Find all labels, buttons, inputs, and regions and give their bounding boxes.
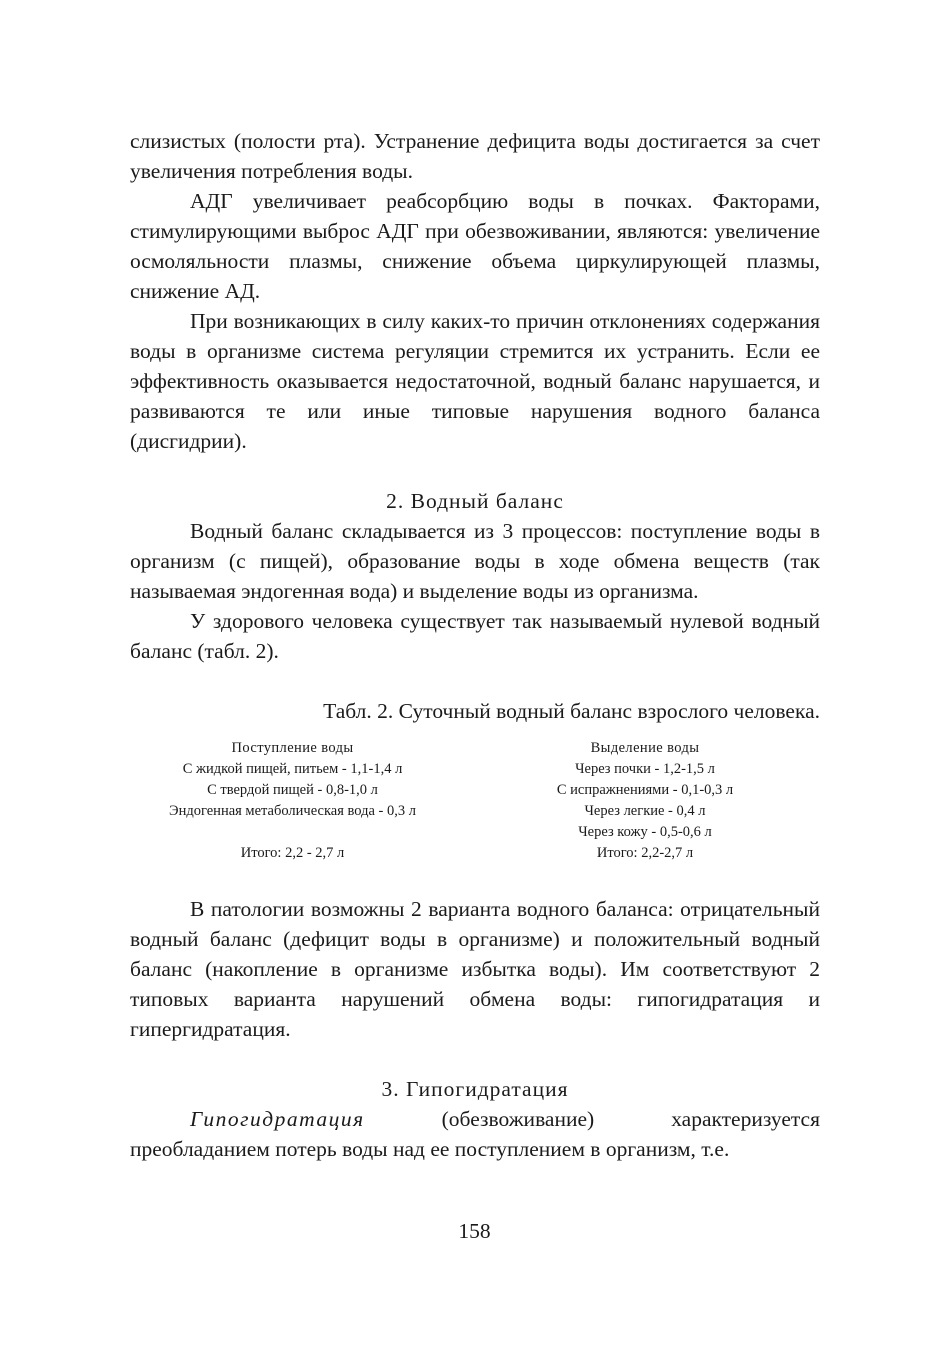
spacer [130,666,820,696]
output-header: Выделение воды [590,740,700,756]
page-number: 158 [458,1219,491,1243]
paragraph: В патологии возможны 2 варианта водного баланса: отрицательный водный баланс (дефицит воды в организме) и положительный водный баланс (накопление в организме избытка воды). Им соответствуют 2 типовых варианта нарушений обмена воды: гипогидратация и гипергидратация. [130,897,820,1041]
term-hypohydration: Гипогидратация [190,1107,365,1131]
spacer [130,456,820,486]
water-balance-table [130,738,820,868]
intake-header: Поступление воды [231,740,354,756]
table-caption: Табл. 2. Суточный водный баланс взрослого человека. [323,699,820,723]
intake-row: С жидкой пищей, питьем - 1,1-1,4 л [182,761,403,777]
paragraph-text: (обезвоживание) характеризуется преобладанием потерь воды над ее поступлением в организм, т.е. [130,1107,820,1161]
spacer [130,1044,820,1074]
paragraph: При возникающих в силу каких-то причин отклонениях содержания воды в организме система регуляции стремится их устранить. Если ее эффективность оказывается недостаточной, водный баланс нарушается, и развиваются те или иные типовые нарушения водного баланса (дисгидрии). [130,309,820,453]
section-heading-water-balance: 2. Водный баланс [386,489,564,513]
output-row: С испражнениями - 0,1-0,3 л [556,782,734,798]
paragraph: слизистых (полости рта). Устранение дефицита воды достигается за счет увеличения потребления воды. [130,129,820,183]
output-row: Через почки - 1,2-1,5 л [575,761,715,777]
intake-total: Итого: 2,2 - 2,7 л [240,845,345,861]
output-row: Через легкие - 0,4 л [584,803,706,819]
output-column [485,738,805,864]
paragraph: АДГ увеличивает реабсорбцию воды в почках. Факторами, стимулирующими выброс АДГ при обезвоживании, являются: увеличение осмоляльности плазмы, снижение объема циркулирующей плазмы, снижение АД. [130,189,820,303]
intake-column [130,738,455,864]
section-heading-hypohydration: 3. Гипогидратация [381,1077,569,1101]
intake-row: Эндогенная метаболическая вода - 0,3 л [169,803,416,819]
output-total: Итого: 2,2-2,7 л [596,845,694,861]
paragraph [130,1104,820,1164]
intake-row: С твердой пищей - 0,8-1,0 л [207,782,378,798]
paragraph: Водный баланс складывается из 3 процессов: поступление воды в организм (с пищей), образование воды в ходе обмена веществ (так называемая эндогенная вода) и выделение воды из организма. [130,519,820,603]
output-row: Через кожу - 0,5-0,6 л [578,824,712,840]
paragraph: У здорового человека существует так называемый нулевой водный баланс (табл. 2). [130,609,820,663]
page-body [130,126,820,1164]
